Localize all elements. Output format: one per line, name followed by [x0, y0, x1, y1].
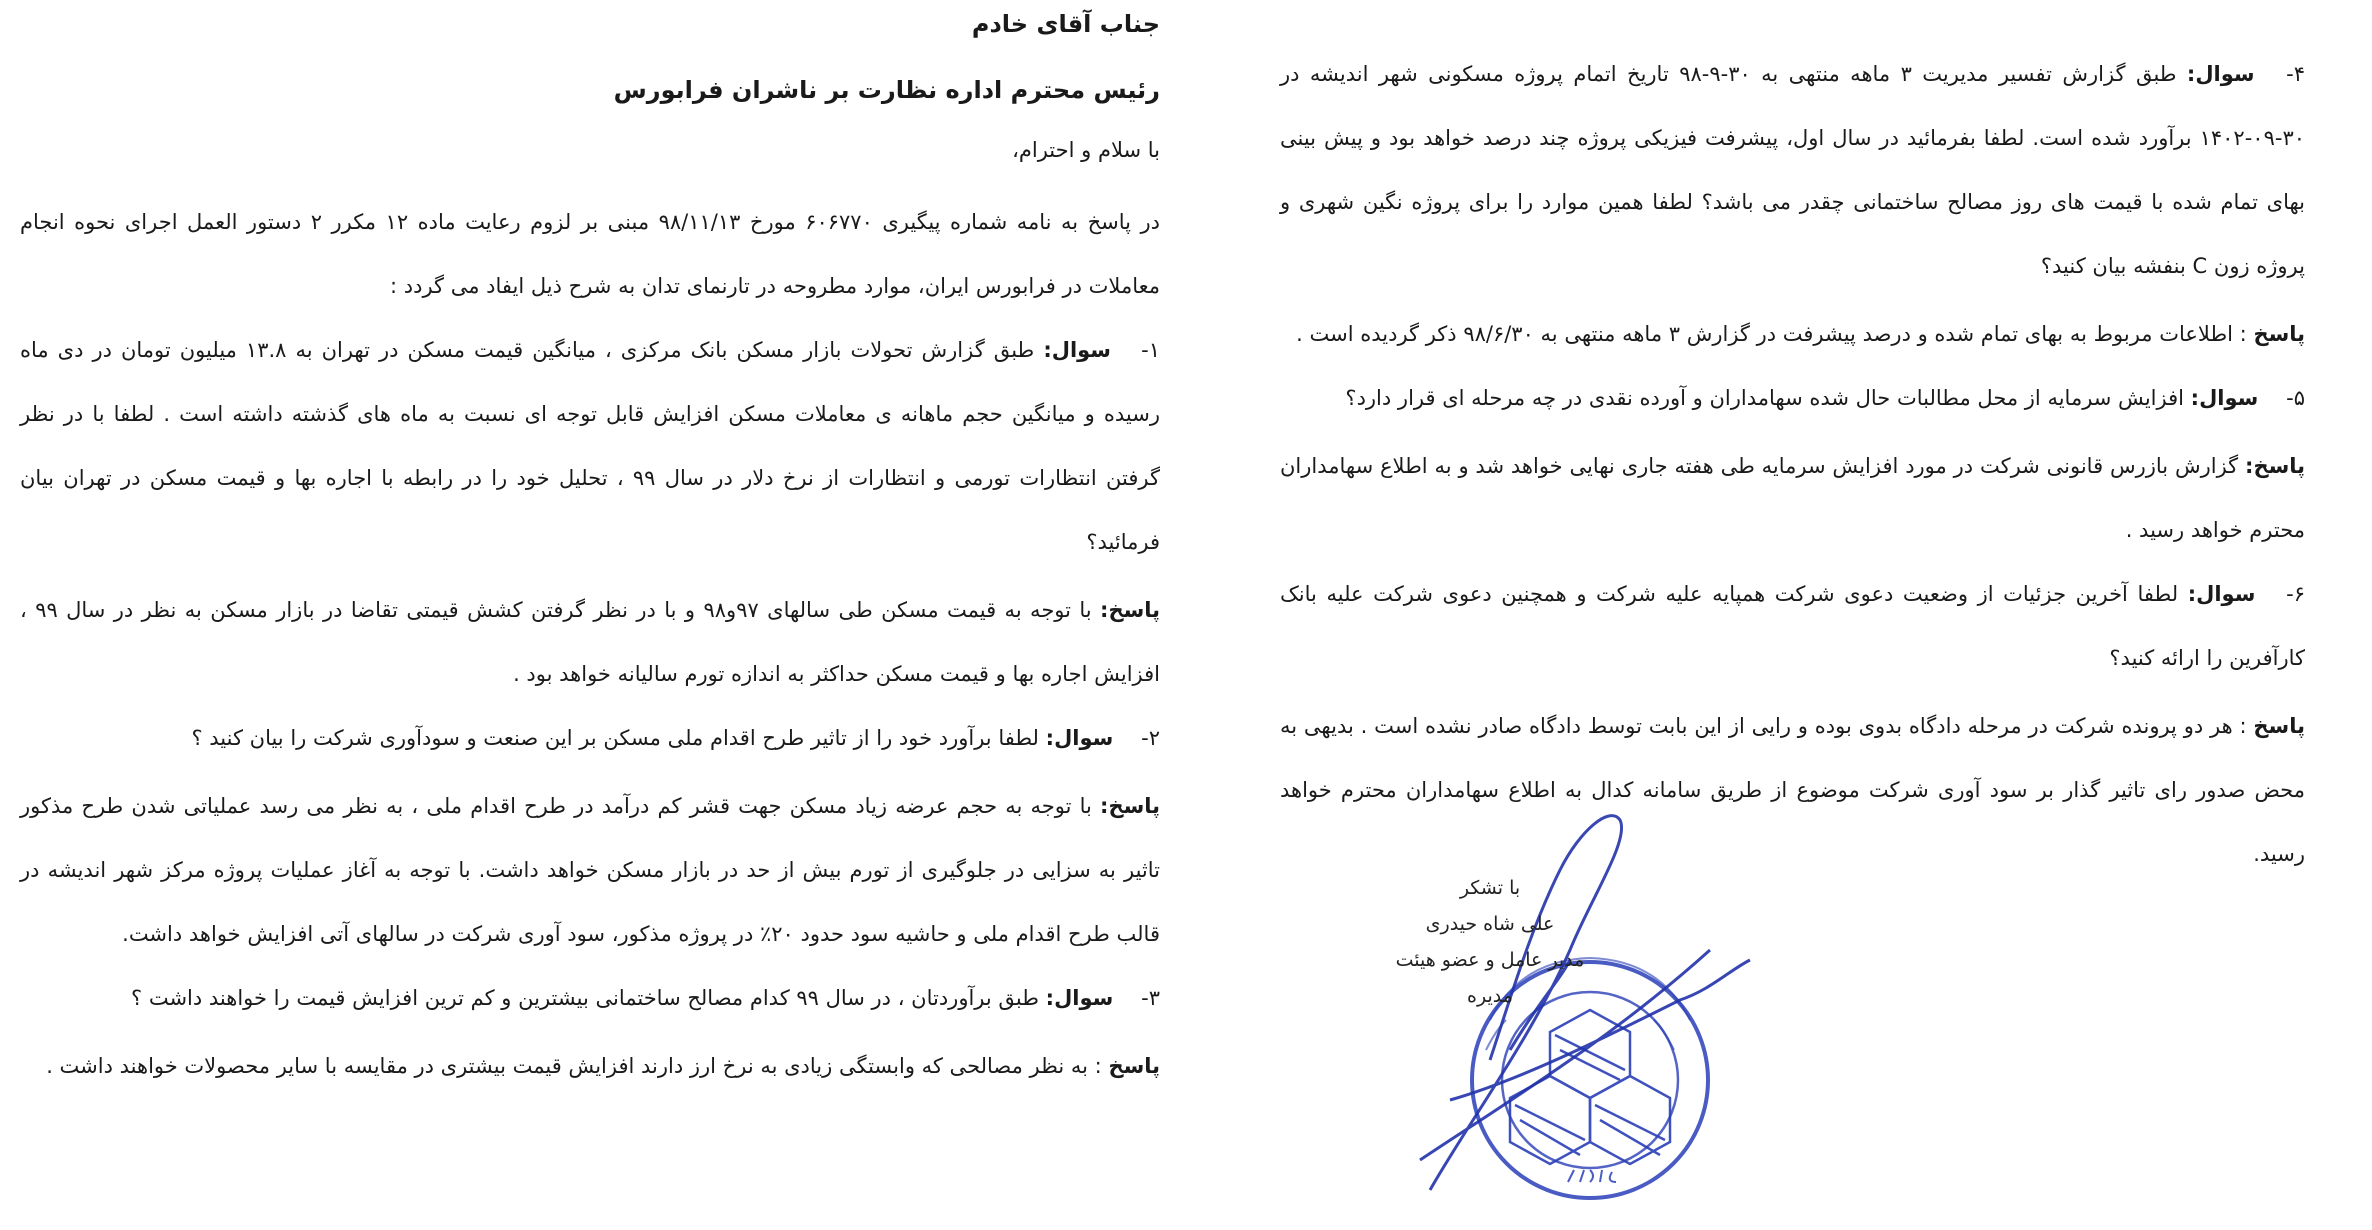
qa-item-4 [1280, 42, 2305, 366]
qa-item-5 [1280, 366, 2305, 562]
signer-name: علی شاه حیدری [1425, 913, 1555, 935]
question-number: ۴- [2286, 62, 2305, 86]
question-number: ۳- [1141, 986, 1160, 1010]
question-6: ۶- سوال: لطفا آخرین جزئیات از وضعیت دعوی شرکت همپایه علیه شرکت و همچنین دعوی شرکت علیه بانک کارآفرین را ارائه کنید؟ [1280, 562, 2305, 690]
answer-text: : هر دو پرونده شرکت در مرحله دادگاه بدوی بوده و رایی از این بابت توسط دادگاه صادر نشده است . بدیهی به محض صدور رای تاثیر گذار بر سود آوری شرکت موضوع از طریق سامانه کدال به اطلاع سهامداران محترم خواهد رسید. [1280, 714, 2305, 866]
question-text: افزایش سرمایه از محل مطالبات حال شده سهامداران و آورده نقدی در چه مرحله ای قرار دارد؟ [1345, 386, 2184, 410]
question-text: طبق گزارش تحولات بازار مسکن بانک مرکزی ، میانگین قیمت مسکن در تهران به ۱۳.۸ میلیون تومان در دی ماه رسیده و میانگین حجم ماهانه ی معاملات مسکن افزایش قابل توجه ای نسبت به ماه های گذشته داشته است . لطفا با در نظر گرفتن انتظارات تورمی و انتظارات از نرخ دلار در سال ۹۹ ، تحلیل خود را در رابطه با اجاره بها و قیمت مسکن در تهران بیان فرمائید؟ [20, 338, 1160, 554]
answer-4 [1280, 302, 2305, 366]
recipient-title: رئیس محترم اداره نظارت بر ناشران فرابورس [613, 76, 1160, 104]
stamp-emblem-icon [1510, 1010, 1670, 1164]
question-label: سوال [2199, 386, 2259, 410]
answer-label: پاسخ [1108, 794, 1160, 818]
answer-text: گزارش بازرس قانونی شرکت در مورد افزایش سرمایه طی هفته جاری نهایی خواهد شد و به اطلاع سهامداران محترم خواهد رسید . [1280, 454, 2305, 542]
question-text: طبق برآوردتان ، در سال ۹۹ کدام مصالح ساختمانی بیشترین و کم ترین افزایش قیمت را خواهند داشت ؟ [131, 986, 1039, 1010]
answer-5: پاسخ: گزارش بازرس قانونی شرکت در مورد افزایش سرمایه طی هفته جاری نهایی خواهد شد و به اطلاع سهامداران محترم خواهد رسید . [1280, 454, 2305, 542]
answer-label: پاسخ [1108, 1054, 1160, 1078]
question-4: ۴- سوال: طبق گزارش تفسیر مدیریت ۳ ماهه منتهی به ۳۰-۹-۹۸ تاریخ اتمام پروژه مسکونی شهر اندیشه در ۳۰-۰۹-۱۴۰۲ برآورد شده است. لطفا بفرمائید در سال اول، پیشرفت فیزیکی پروژه چند درصد خواهد بود و پیش بینی بهای تمام شده با قیمت های روز مصالح ساختمانی چقدر می باشد؟ لطفا همین موارد را برای پروژه نگین شهری و پروژه زون C بنفشه بیان کنید؟ [1280, 42, 2305, 298]
question-label: سوال [1054, 986, 1114, 1010]
question-text: طبق گزارش تفسیر مدیریت ۳ ماهه منتهی به ۳۰-۹-۹۸ تاریخ اتمام پروژه مسکونی شهر اندیشه در ۳۰-۰۹-۱۴۰۲ برآورد شده است. لطفا بفرمائید در سال اول، پیشرفت فیزیکی پروژه چند درصد خواهد بود و پیش بینی بهای تمام شده با قیمت های روز مصالح ساختمانی چقدر می باشد؟ لطفا همین موارد را برای پروژه نگین شهری و پروژه زون C بنفشه بیان کنید؟ [1280, 62, 2305, 278]
question-1: ۱- سوال: طبق گزارش تحولات بازار مسکن بانک مرکزی ، میانگین قیمت مسکن در تهران به ۱۳.۸ میلیون تومان در دی ماه رسیده و میانگین حجم ماهانه ی معاملات مسکن افزایش قابل توجه ای نسبت به ماه های گذشته داشته است . لطفا با در نظر گرفتن انتظارات تورمی و انتظارات از نرخ دلار در سال ۹۹ ، تحلیل خود را در رابطه با اجاره بها و قیمت مسکن در تهران بیان فرمائید؟ [20, 318, 1160, 574]
question-2: ۲- سوال: لطفا برآورد خود را از تاثیر طرح اقدام ملی مسکن بر این صنعت و سودآوری شرکت را بیان کنید ؟ [20, 706, 1160, 770]
answer-text: با توجه به قیمت مسکن طی سالهای ۹۷و۹۸ و با در نظر گرفتن کشش قیمتی تقاضا در بازار مسکن به نظر در سال ۹۹ ، افزایش اجاره بها و قیمت مسکن حداکثر به اندازه تورم سالیانه خواهد بود . [20, 598, 1160, 686]
answer-text: : اطلاعات مربوط به بهای تمام شده و درصد پیشرفت در گزارش ۳ ماهه منتهی به ۹۸/۶/۳۰ ذکر گردیده است . [1296, 322, 2247, 346]
question-label: سوال [2195, 62, 2255, 86]
qa-item-1 [20, 318, 1160, 706]
question-number: ۲- [1141, 726, 1160, 750]
answer-text: با توجه به حجم عرضه زیاد مسکن جهت قشر کم درآمد در طرح اقدام ملی ، به نظر می رسد عملیاتی شدن طرح مذکور تاثیر به سزایی در جلوگیری از تورم بیش از حد در بازار مسکن خواهد داشت. با توجه به آغاز عملیات پروژه مرکز شهر اندیشه در قالب طرح اقدام ملی و حاشیه سود حدود ۲۰٪ در پروژه مذکور، سود آوری شرکت در سالهای آتی افزایش خواهد داشت. [20, 794, 1160, 946]
question-text: لطفا برآورد خود را از تاثیر طرح اقدام ملی مسکن بر این صنعت و سودآوری شرکت را بیان کنید ؟ [191, 726, 1039, 750]
question-number: ۱- [1141, 338, 1160, 362]
question-3: ۳- سوال: طبق برآوردتان ، در سال ۹۹ کدام مصالح ساختمانی بیشترین و کم ترین افزایش قیمت را خواهند داشت ؟ [20, 966, 1160, 1030]
closing-text: با تشکر [1459, 877, 1521, 899]
question-label: سوال [1054, 726, 1114, 750]
answer-1: پاسخ: با توجه به قیمت مسکن طی سالهای ۹۷و۹۸ و با در نظر گرفتن کشش قیمتی تقاضا در بازار مسکن به نظر در سال ۹۹ ، افزایش اجاره بها و قیمت مسکن حداکثر به اندازه تورم سالیانه خواهد بود . [20, 598, 1161, 686]
signature-block [1375, 870, 1605, 1014]
answer-label: پاسخ [2253, 454, 2305, 478]
question-number: ۶- [2286, 582, 2305, 606]
qa-item-3 [20, 966, 1160, 1098]
salutation: جناب آقای خادم [971, 10, 1160, 38]
answer-label: پاسخ [2253, 714, 2305, 738]
question-label: سوال [1051, 338, 1111, 362]
greeting: با سلام و احترام، [1012, 138, 1160, 162]
answer-3 [20, 1034, 1160, 1098]
question-text: لطفا آخرین جزئیات از وضعیت دعوی شرکت همپایه علیه شرکت و همچنین دعوی شرکت علیه بانک کارآفرین را ارائه کنید؟ [1280, 582, 2305, 670]
answer-2: پاسخ: با توجه به حجم عرضه زیاد مسکن جهت قشر کم درآمد در طرح اقدام ملی ، به نظر می رسد عملیاتی شدن طرح مذکور تاثیر به سزایی در جلوگیری از تورم بیش از حد در بازار مسکن خواهد داشت. با توجه به آغاز عملیات پروژه مرکز شهر اندیشه در قالب طرح اقدام ملی و حاشیه سود حدود ۲۰٪ در پروژه مذکور، سود آوری شرکت در سالهای آتی افزایش خواهد داشت. [20, 794, 1160, 946]
question-5: ۵- سوال: افزایش سرمایه از محل مطالبات حال شده سهامداران و آورده نقدی در چه مرحله ای قرار دارد؟ [1280, 366, 2305, 430]
letter-page-left [20, 0, 1160, 1230]
intro-paragraph: در پاسخ به نامه شماره پیگیری ۶۰۶۷۷۰ مورخ ۹۸/۱۱/۱۳ مبنی بر لزوم رعایت ماده ۱۲ مکرر ۲ دستور العمل اجرای نحوه انجام معاملات در فرابورس ایران، موارد مطروحه در تارنمای تدان به شرح ذیل ایفاد می گردد : [20, 210, 1160, 298]
question-label: سوال [2196, 582, 2256, 606]
answer-text: : به نظر مصالحی که وابستگی زیادی به نرخ ارز دارند افزایش قیمت بیشتری در مقایسه با سایر محصولات خواهند داشت . [46, 1054, 1102, 1078]
answer-label: پاسخ [1108, 598, 1161, 622]
answer-label: پاسخ [2253, 322, 2305, 346]
signer-title: مدیر عامل و عضو هیئت مدیره [1395, 949, 1585, 1007]
question-number: ۵- [2286, 386, 2305, 410]
qa-item-2 [20, 706, 1160, 966]
